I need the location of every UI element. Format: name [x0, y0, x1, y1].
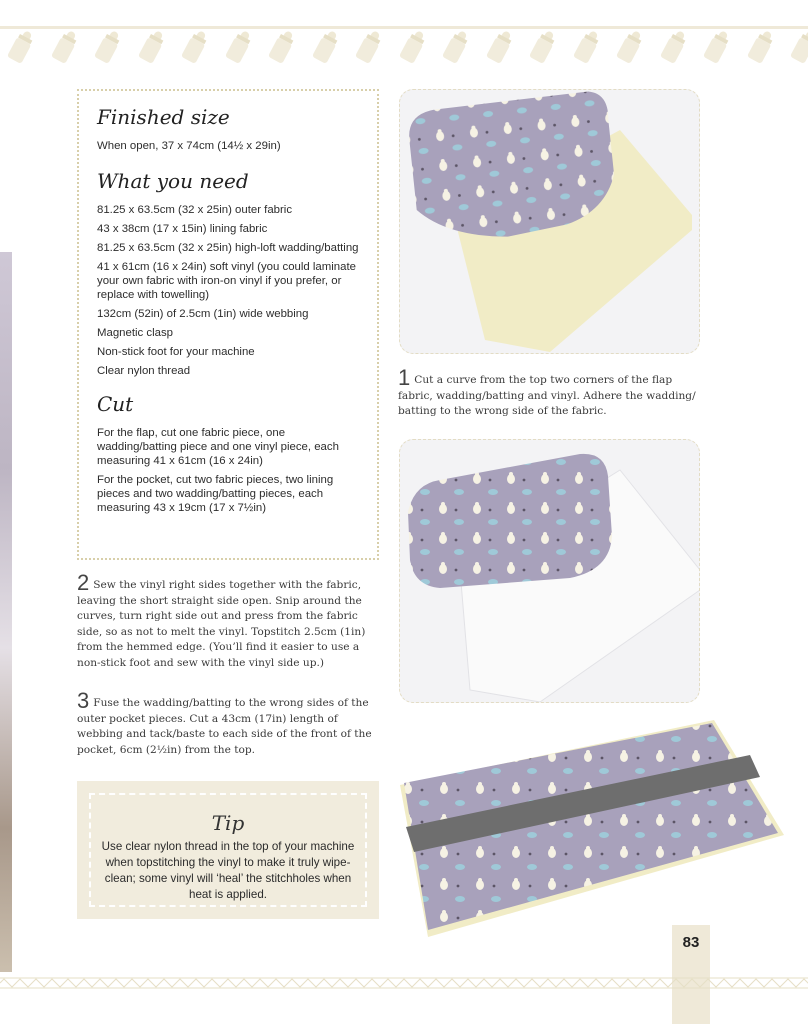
step-text: Fuse the wadding/batting to the wrong sides of the outer pocket pieces. Cut a 43cm (17in) length of webbing and tack/baste to each side of the front of the pocket, 6cm (2½in) from the top.	[77, 697, 372, 756]
baby-bottle-icon	[221, 27, 256, 67]
top-border-line	[0, 26, 808, 29]
step-2	[77, 570, 381, 671]
list-item: 43 x 38cm (17 x 15in) lining fabric	[97, 223, 268, 235]
materials-box	[77, 89, 379, 560]
baby-bottle-icon	[786, 27, 808, 67]
step-3	[77, 688, 381, 758]
step-1	[398, 365, 704, 420]
materials-list	[97, 203, 359, 378]
baby-bottle-icon	[308, 27, 343, 67]
baby-bottle-icon	[482, 27, 517, 67]
baby-bottle-icon	[656, 27, 691, 67]
step-number: 1	[398, 365, 411, 390]
baby-bottle-icon	[351, 27, 386, 67]
list-item: Magnetic clasp	[97, 327, 173, 339]
baby-bottle-icon	[90, 27, 125, 67]
baby-bottle-icon	[177, 27, 212, 67]
baby-bottle-icon	[395, 27, 430, 67]
baby-bottle-icon	[264, 27, 299, 67]
baby-bottle-icon	[743, 27, 778, 67]
step-number: 3	[77, 688, 90, 713]
list-item: 81.25 x 63.5cm (32 x 25in) high-loft wadding/batting	[97, 242, 359, 254]
baby-bottle-icon	[438, 27, 473, 67]
step-number: 2	[77, 570, 90, 595]
list-item: Non-stick foot for your machine	[97, 346, 255, 358]
baby-bottle-icon	[612, 27, 647, 67]
baby-bottle-icon	[47, 27, 82, 67]
tip-title: Tip	[211, 811, 245, 835]
tip-box	[77, 781, 379, 919]
adjacent-page-photo-edge	[0, 252, 12, 972]
baby-bottle-border	[10, 30, 808, 66]
cut-instruction: For the pocket, cut two fabric pieces, two lining pieces and two wadding/batting pieces, each measuring 43 x 19cm (17 x 7½in)	[97, 474, 334, 514]
photo-pocket-with-webbing	[398, 715, 790, 940]
baby-bottle-icon	[569, 27, 604, 67]
cut-heading: Cut	[97, 392, 134, 416]
baby-bottle-icon	[699, 27, 734, 67]
list-item: 81.25 x 63.5cm (32 x 25in) outer fabric	[97, 204, 293, 216]
tip-text: Use clear nylon thread in the top of your machine when topstitching the vinyl to make it truly wipe-clean; some vinyl will ‘heal’ the stitchholes when heat is applied.	[101, 840, 355, 901]
finished-size-text: When open, 37 x 74cm (14½ x 29in)	[97, 140, 281, 152]
tip-inner-frame	[89, 793, 367, 907]
baby-bottle-icon	[134, 27, 169, 67]
list-item: 132cm (52in) of 2.5cm (1in) wide webbing	[97, 308, 309, 320]
page-number: 83	[682, 934, 700, 951]
photo-flap-with-vinyl	[399, 439, 700, 703]
what-you-need-heading: What you need	[97, 169, 249, 193]
list-item: 41 x 61cm (16 x 24in) soft vinyl (you could laminate your own fabric with iron-on vinyl if you prefer, or replace with towelling)	[97, 261, 356, 301]
zigzag-border	[0, 977, 808, 989]
step-text: Sew the vinyl right sides together with the fabric, leaving the short straight side open. Snip around the curves, turn right side out and press from the fabric side, so as not to melt the vinyl. Topstitch 2.5cm (1in) from the hemmed edge. (You’ll find it easier to use a non-stick foot and sew with the vinyl side up.)	[77, 579, 366, 669]
step-text: Cut a curve from the top two corners of the flap fabric, wadding/batting and vinyl. Adhere the wadding/ batting to the wrong side of the fabric.	[398, 374, 696, 417]
baby-bottle-icon	[3, 27, 38, 67]
cut-instruction: For the flap, cut one fabric piece, one wadding/batting piece and one vinyl piece, each measuring 41 x 61cm (16 x 24in)	[97, 427, 339, 467]
photo-flap-with-wadding	[399, 89, 700, 354]
list-item: Clear nylon thread	[97, 365, 191, 377]
baby-bottle-icon	[525, 27, 560, 67]
finished-size-heading: Finished size	[97, 105, 230, 129]
